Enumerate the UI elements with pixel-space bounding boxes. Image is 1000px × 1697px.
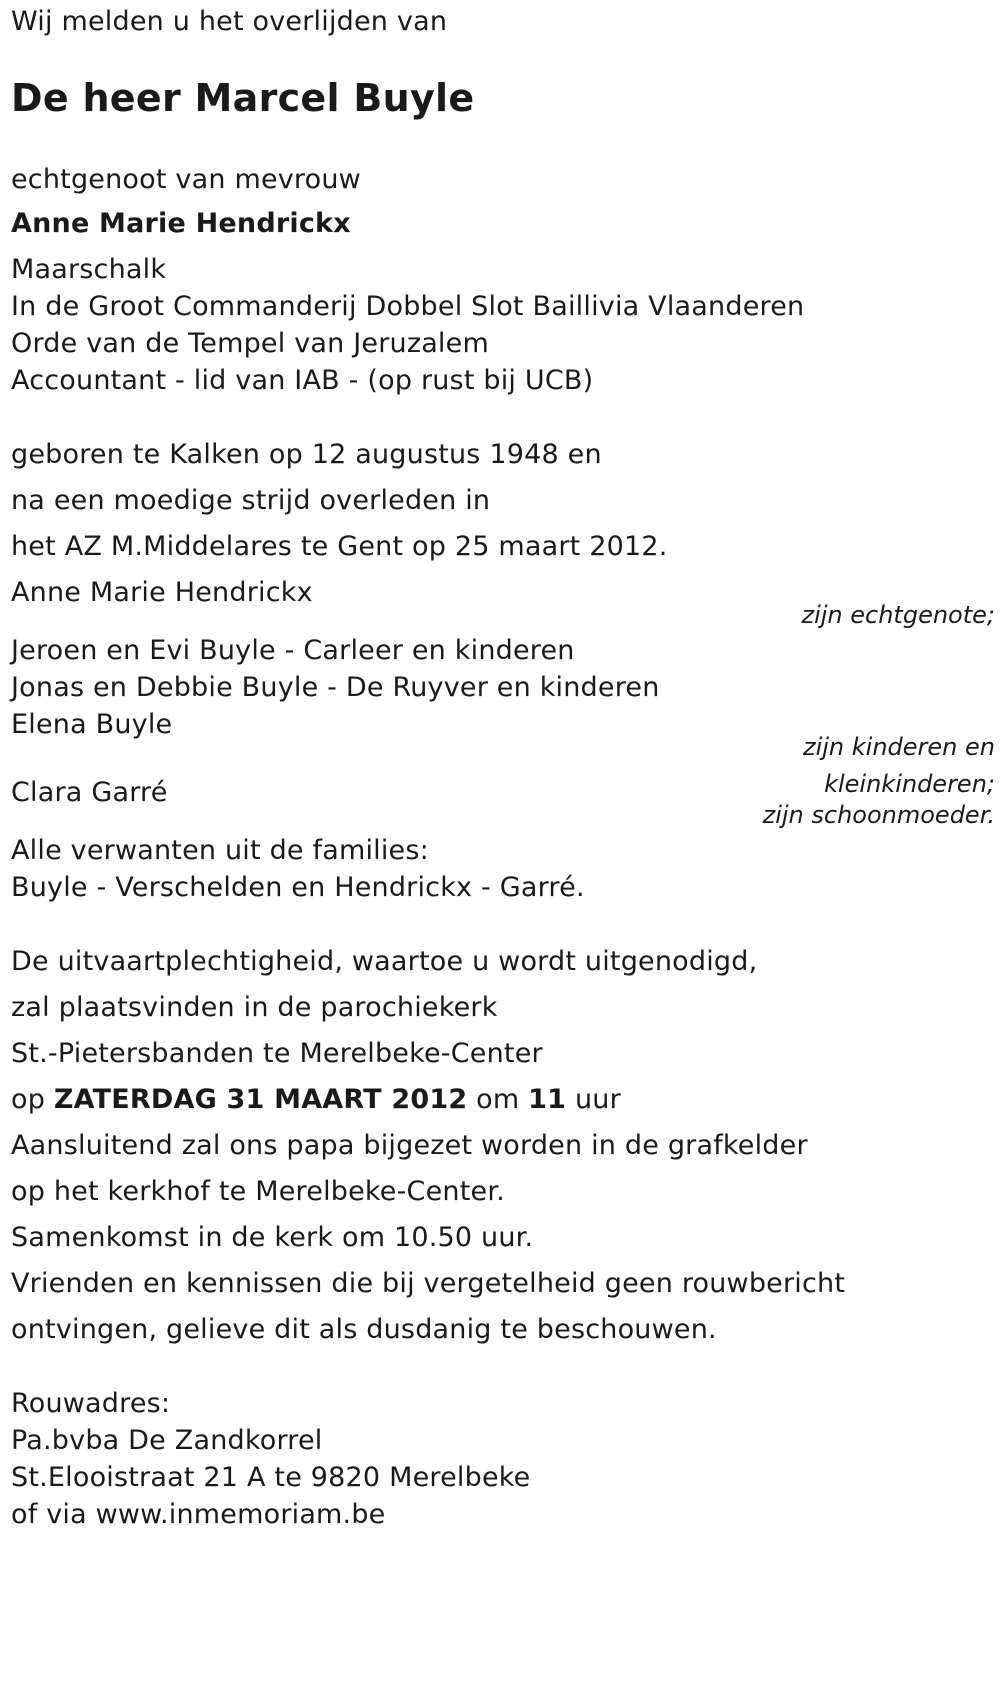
relation-label: kleinkinderen; bbox=[824, 770, 995, 798]
spouse-name: Anne Marie Hendrickx bbox=[11, 208, 351, 239]
ceremony-date-line bbox=[11, 1084, 621, 1115]
ceremony-line: op het kerkhof te Merelbeke-Center. bbox=[11, 1176, 505, 1207]
mourner-name: Clara Garré bbox=[11, 777, 168, 808]
ceremony-line: Samenkomst in de kerk om 10.50 uur. bbox=[11, 1222, 534, 1253]
relation-label: zijn kinderen en bbox=[803, 733, 995, 761]
date-prefix: op bbox=[11, 1084, 46, 1115]
birth-death-line: het AZ M.Middelares te Gent op 25 maart 2012. bbox=[11, 531, 668, 562]
time-suffix: uur bbox=[574, 1084, 621, 1115]
birth-death-line: na een moedige strijd overleden in bbox=[11, 485, 491, 516]
title-line: Accountant - lid van IAB - (op rust bij UCB) bbox=[11, 365, 594, 396]
address-line: Rouwadres: bbox=[11, 1388, 171, 1419]
title-line: In de Groot Commanderij Dobbel Slot Baillivia Vlaanderen bbox=[11, 291, 805, 322]
address-line: of via www.inmemoriam.be bbox=[11, 1499, 386, 1530]
address-line: Pa.bvba De Zandkorrel bbox=[11, 1425, 323, 1456]
title-line: Maarschalk bbox=[11, 254, 167, 285]
relation-label: zijn schoonmoeder. bbox=[762, 801, 995, 829]
families-line: Alle verwanten uit de families: bbox=[11, 835, 429, 866]
ceremony-time: 11 bbox=[528, 1084, 567, 1115]
intro-text: Wij melden u het overlijden van bbox=[11, 6, 448, 37]
birth-death-line: geboren te Kalken op 12 augustus 1948 en bbox=[11, 439, 602, 470]
ceremony-line: De uitvaartplechtigheid, waartoe u wordt uitgenodigd, bbox=[11, 946, 758, 977]
ceremony-line: Vrienden en kennissen die bij vergetelheid geen rouwbericht bbox=[11, 1268, 846, 1299]
deceased-name: De heer Marcel Buyle bbox=[11, 76, 475, 120]
mourner-name: Elena Buyle bbox=[11, 709, 173, 740]
mourner-name: Jeroen en Evi Buyle - Carleer en kinderen bbox=[11, 635, 575, 666]
ceremony-line: St.-Pietersbanden te Merelbeke-Center bbox=[11, 1038, 543, 1069]
families-line: Buyle - Verschelden en Hendrickx - Garré. bbox=[11, 872, 585, 903]
mourner-name: Jonas en Debbie Buyle - De Ruyver en kinderen bbox=[11, 672, 660, 703]
ceremony-date: ZATERDAG 31 MAART 2012 bbox=[53, 1084, 468, 1115]
ceremony-line: zal plaatsvinden in de parochiekerk bbox=[11, 992, 498, 1023]
ceremony-line: ontvingen, gelieve dit als dusdanig te beschouwen. bbox=[11, 1314, 717, 1345]
spouse-intro: echtgenoot van mevrouw bbox=[11, 164, 361, 195]
ceremony-line: Aansluitend zal ons papa bijgezet worden in de grafkelder bbox=[11, 1130, 808, 1161]
mourner-name: Anne Marie Hendrickx bbox=[11, 577, 313, 608]
title-line: Orde van de Tempel van Jeruzalem bbox=[11, 328, 489, 359]
time-prefix: om bbox=[476, 1084, 520, 1115]
address-line: St.Elooistraat 21 A te 9820 Merelbeke bbox=[11, 1462, 531, 1493]
relation-label: zijn echtgenote; bbox=[801, 601, 995, 629]
